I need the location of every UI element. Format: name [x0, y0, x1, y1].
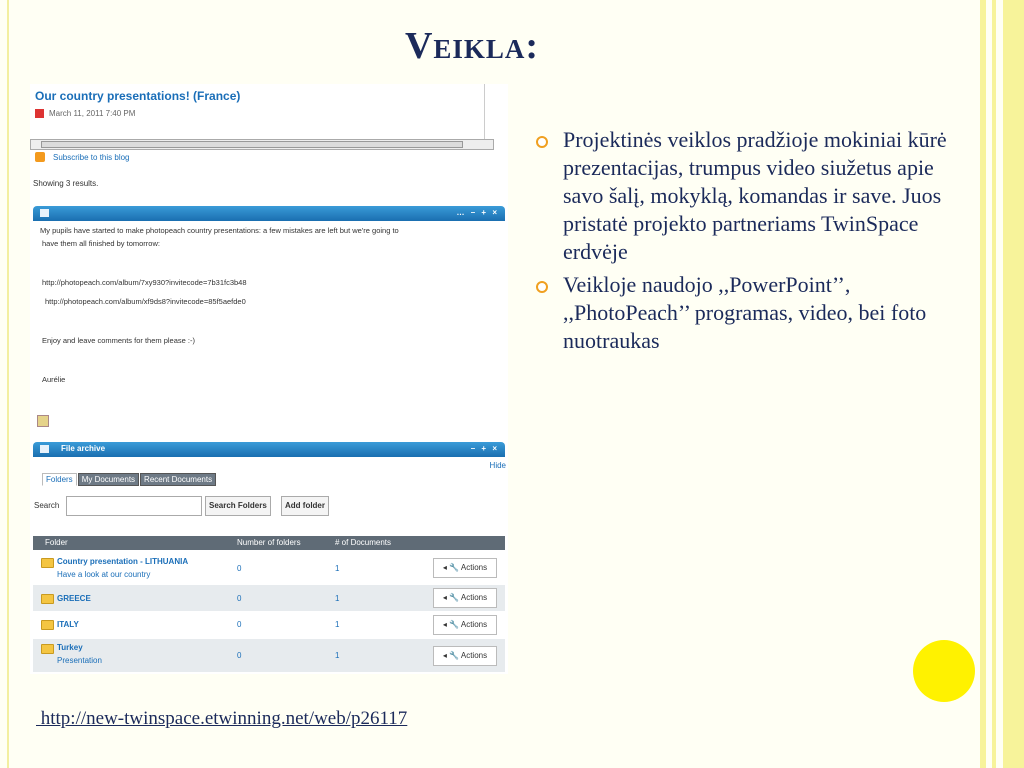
blog-date — [35, 109, 135, 118]
message-line: Enjoy and leave comments for them please :-) — [42, 336, 195, 345]
archive-tabs — [42, 473, 216, 486]
twinspace-screenshot — [30, 84, 508, 674]
folder-count: 0 — [237, 620, 242, 629]
edit-icon[interactable] — [37, 415, 49, 427]
twinspace-link[interactable]: http://new-twinspace.etwinning.net/web/p26117 — [36, 708, 408, 729]
actions-button[interactable]: ◂ 🔧 Actions — [433, 588, 497, 608]
message-line: have them all finished by tomorrow: — [42, 239, 160, 248]
message-line: My pupils have started to make photopeach country presentations: a few mistakes are left but we're going to — [40, 226, 399, 235]
decor-stripe — [1003, 0, 1024, 768]
actions-label: Actions — [460, 651, 488, 660]
search-label: Search — [34, 501, 60, 510]
search-input[interactable] — [66, 496, 202, 516]
tab-folders[interactable]: Folders — [42, 473, 77, 486]
actions-button[interactable]: ◂ 🔧 Actions — [433, 646, 497, 666]
folder-icon — [41, 644, 54, 654]
slide-title: Veikla: — [404, 25, 540, 67]
file-archive-title: File archive — [61, 444, 106, 453]
decor-stripe — [992, 0, 996, 768]
tab-my-documents[interactable]: My Documents — [78, 473, 139, 486]
blog-title[interactable]: Our country presentations! (France) — [35, 89, 241, 103]
table-row — [33, 552, 505, 584]
actions-button[interactable]: ◂ 🔧 Actions — [433, 558, 497, 578]
folder-name[interactable]: Country presentation - LITHUANIA — [57, 557, 189, 566]
folder-count: 0 — [237, 564, 242, 573]
folder-icon — [41, 558, 54, 568]
folder-desc: Have a look at our country — [57, 570, 151, 579]
panel-icon — [40, 209, 49, 217]
subscribe-link[interactable] — [35, 152, 130, 162]
column-header: Number of folders — [237, 538, 301, 547]
table-row — [33, 639, 505, 672]
folder-count: 0 — [237, 594, 242, 603]
scrollbar-thumb[interactable] — [41, 141, 463, 148]
column-header: # of Documents — [335, 538, 392, 547]
bullet-icon — [536, 136, 548, 148]
table-row — [33, 585, 505, 611]
file-archive-header — [33, 442, 505, 457]
calendar-icon — [35, 109, 44, 118]
column-header: Folder — [45, 538, 68, 547]
actions-label: Actions — [460, 620, 488, 629]
bullet-list — [536, 126, 976, 360]
folder-count: 0 — [237, 651, 242, 660]
add-folder-button[interactable]: Add folder — [281, 496, 329, 516]
actions-label: Actions — [460, 593, 488, 602]
folder-icon — [41, 620, 54, 630]
table-header — [33, 536, 505, 550]
bullet-item — [536, 126, 976, 266]
actions-button[interactable]: ◂ 🔧 Actions — [433, 615, 497, 635]
bullet-item — [536, 271, 976, 355]
folder-icon — [41, 594, 54, 604]
horizontal-scrollbar[interactable] — [30, 139, 494, 150]
actions-label: Actions — [460, 563, 488, 572]
doc-count: 1 — [335, 620, 340, 629]
table-row — [33, 612, 505, 638]
hide-link[interactable]: Hide — [489, 461, 506, 470]
folder-name[interactable]: Turkey — [57, 643, 83, 652]
folder-name[interactable]: ITALY — [57, 620, 79, 629]
subscribe-label: Subscribe to this blog — [53, 152, 130, 162]
doc-count: 1 — [335, 564, 340, 573]
rss-icon — [35, 152, 45, 162]
panel-icon — [40, 445, 49, 453]
bullet-text: Projektinės veiklos pradžioje mokiniai kūrė prezentacijas, trumpus video siužetus apie savo šalį, mokyklą, komandas ir save. Juos pristatė projekto partneriams TwinSpace erdvėje — [563, 127, 947, 264]
blog-date-text: March 11, 2011 7:40 PM — [49, 109, 136, 118]
message-link[interactable]: http://photopeach.com/album/xf9ds8?invitecode=85f5aefde0 — [45, 297, 246, 306]
search-folders-button[interactable]: Search Folders — [205, 496, 271, 516]
panel-controls[interactable]: … – + × — [456, 208, 499, 217]
message-line: Aurélie — [42, 375, 66, 384]
decor-stripe — [7, 0, 9, 768]
folder-desc: Presentation — [57, 656, 102, 665]
bullet-icon — [536, 281, 548, 293]
tab-recent-documents[interactable]: Recent Documents — [140, 473, 216, 486]
decor-stripe — [980, 0, 986, 768]
doc-count: 1 — [335, 651, 340, 660]
vertical-scrollbar[interactable] — [484, 84, 495, 139]
message-link[interactable]: http://photopeach.com/album/7xy930?invitecode=7b31fc3b48 — [42, 278, 247, 287]
message-panel-header — [33, 206, 505, 221]
doc-count: 1 — [335, 594, 340, 603]
bullet-text: Veikloje naudojo ,,PowerPoint’’, ,,PhotoPeach’’ programas, video, bei foto nuotraukas — [563, 272, 927, 353]
folder-name[interactable]: GREECE — [57, 594, 91, 603]
decorative-circle — [913, 640, 975, 702]
results-count: Showing 3 results. — [33, 179, 99, 188]
panel-controls[interactable]: – + × — [470, 444, 499, 453]
